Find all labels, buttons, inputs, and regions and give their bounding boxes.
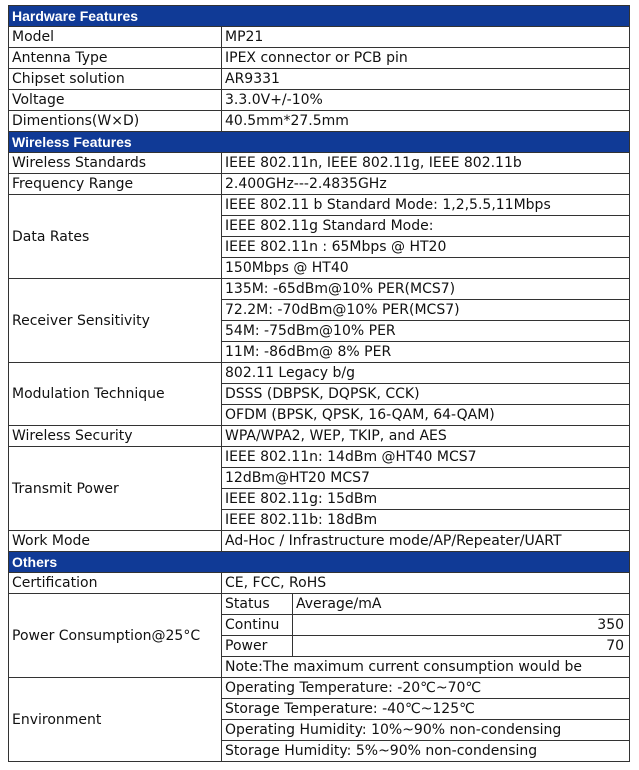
table-row xyxy=(9,48,630,69)
dimensions-label: Dimentions(W×D) xyxy=(9,111,222,132)
voltage-value: 3.3.0V+/-10% xyxy=(222,90,630,111)
table-row xyxy=(9,174,630,195)
work-mode-label: Work Mode xyxy=(9,531,222,552)
power-value-cell: 350 xyxy=(293,615,630,636)
modulation-value: OFDM (BPSK, QPSK, 16-QAM, 64-QAM) xyxy=(222,405,630,426)
data-rates-value: IEEE 802.11g Standard Mode: xyxy=(222,216,630,237)
power-status-header: Status xyxy=(222,594,293,615)
dimensions-value: 40.5mm*27.5mm xyxy=(222,111,630,132)
receiver-value: 135M: -65dBm@10% PER(MCS7) xyxy=(222,279,630,300)
data-rates-value: 150Mbps @ HT40 xyxy=(222,258,630,279)
antenna-value: IPEX connector or PCB pin xyxy=(222,48,630,69)
work-mode-value: Ad-Hoc / Infrastructure mode/AP/Repeater/UART xyxy=(222,531,630,552)
modulation-label: Modulation Technique xyxy=(9,363,222,426)
transmit-value: IEEE 802.11b: 18dBm xyxy=(222,510,630,531)
transmit-label: Transmit Power xyxy=(9,447,222,531)
section-header-row xyxy=(9,132,630,153)
table-row xyxy=(9,678,630,699)
frequency-label: Frequency Range xyxy=(9,174,222,195)
table-row xyxy=(9,426,630,447)
section-wireless-title: Wireless Features xyxy=(9,132,630,153)
data-rates-label: Data Rates xyxy=(9,195,222,279)
table-row xyxy=(9,594,630,615)
table-row xyxy=(9,111,630,132)
frequency-value: 2.400GHz---2.4835GHz xyxy=(222,174,630,195)
modulation-value: 802.11 Legacy b/g xyxy=(222,363,630,384)
section-header-row xyxy=(9,552,630,573)
power-status-cell: Power xyxy=(222,636,293,657)
security-value: WPA/WPA2, WEP, TKIP, and AES xyxy=(222,426,630,447)
certification-label: Certification xyxy=(9,573,222,594)
table-row xyxy=(9,153,630,174)
power-status-cell: Continu xyxy=(222,615,293,636)
table-row xyxy=(9,279,630,300)
environment-value: Storage Temperature: -40℃~125℃ xyxy=(222,699,630,720)
table-row xyxy=(9,69,630,90)
voltage-label: Voltage xyxy=(9,90,222,111)
model-value: MP21 xyxy=(222,27,630,48)
receiver-label: Receiver Sensitivity xyxy=(9,279,222,363)
environment-label: Environment xyxy=(9,678,222,762)
model-label: Model xyxy=(9,27,222,48)
table-row xyxy=(9,531,630,552)
table-row xyxy=(9,573,630,594)
table-row xyxy=(9,90,630,111)
table-row xyxy=(9,195,630,216)
environment-value: Operating Humidity: 10%~90% non-condensing xyxy=(222,720,630,741)
power-value-cell: 70 xyxy=(293,636,630,657)
receiver-value: 72.2M: -70dBm@10% PER(MCS7) xyxy=(222,300,630,321)
transmit-value: IEEE 802.11n: 14dBm @HT40 MCS7 xyxy=(222,447,630,468)
table-row xyxy=(9,447,630,468)
power-label: Power Consumption@25°C xyxy=(9,594,222,678)
standards-value: IEEE 802.11n, IEEE 802.11g, IEEE 802.11b xyxy=(222,153,630,174)
environment-value: Storage Humidity: 5%~90% non-condensing xyxy=(222,741,630,762)
section-header-row xyxy=(9,6,630,27)
security-label: Wireless Security xyxy=(9,426,222,447)
modulation-value: DSSS (DBPSK, DQPSK, CCK) xyxy=(222,384,630,405)
chipset-label: Chipset solution xyxy=(9,69,222,90)
spec-table xyxy=(8,5,630,762)
standards-label: Wireless Standards xyxy=(9,153,222,174)
data-rates-value: IEEE 802.11 b Standard Mode: 1,2,5.5,11Mbps xyxy=(222,195,630,216)
table-row xyxy=(9,27,630,48)
section-hardware-title: Hardware Features xyxy=(9,6,630,27)
antenna-label: Antenna Type xyxy=(9,48,222,69)
transmit-value: 12dBm@HT20 MCS7 xyxy=(222,468,630,489)
chipset-value: AR9331 xyxy=(222,69,630,90)
certification-value: CE, FCC, RoHS xyxy=(222,573,630,594)
power-note: Note:The maximum current consumption would be xyxy=(222,657,630,678)
environment-value: Operating Temperature: -20℃~70℃ xyxy=(222,678,630,699)
transmit-value: IEEE 802.11g: 15dBm xyxy=(222,489,630,510)
receiver-value: 54M: -75dBm@10% PER xyxy=(222,321,630,342)
power-average-header: Average/mA xyxy=(293,594,630,615)
data-rates-value: IEEE 802.11n : 65Mbps @ HT20 xyxy=(222,237,630,258)
receiver-value: 11M: -86dBm@ 8% PER xyxy=(222,342,630,363)
section-others-title: Others xyxy=(9,552,630,573)
table-row xyxy=(9,363,630,384)
